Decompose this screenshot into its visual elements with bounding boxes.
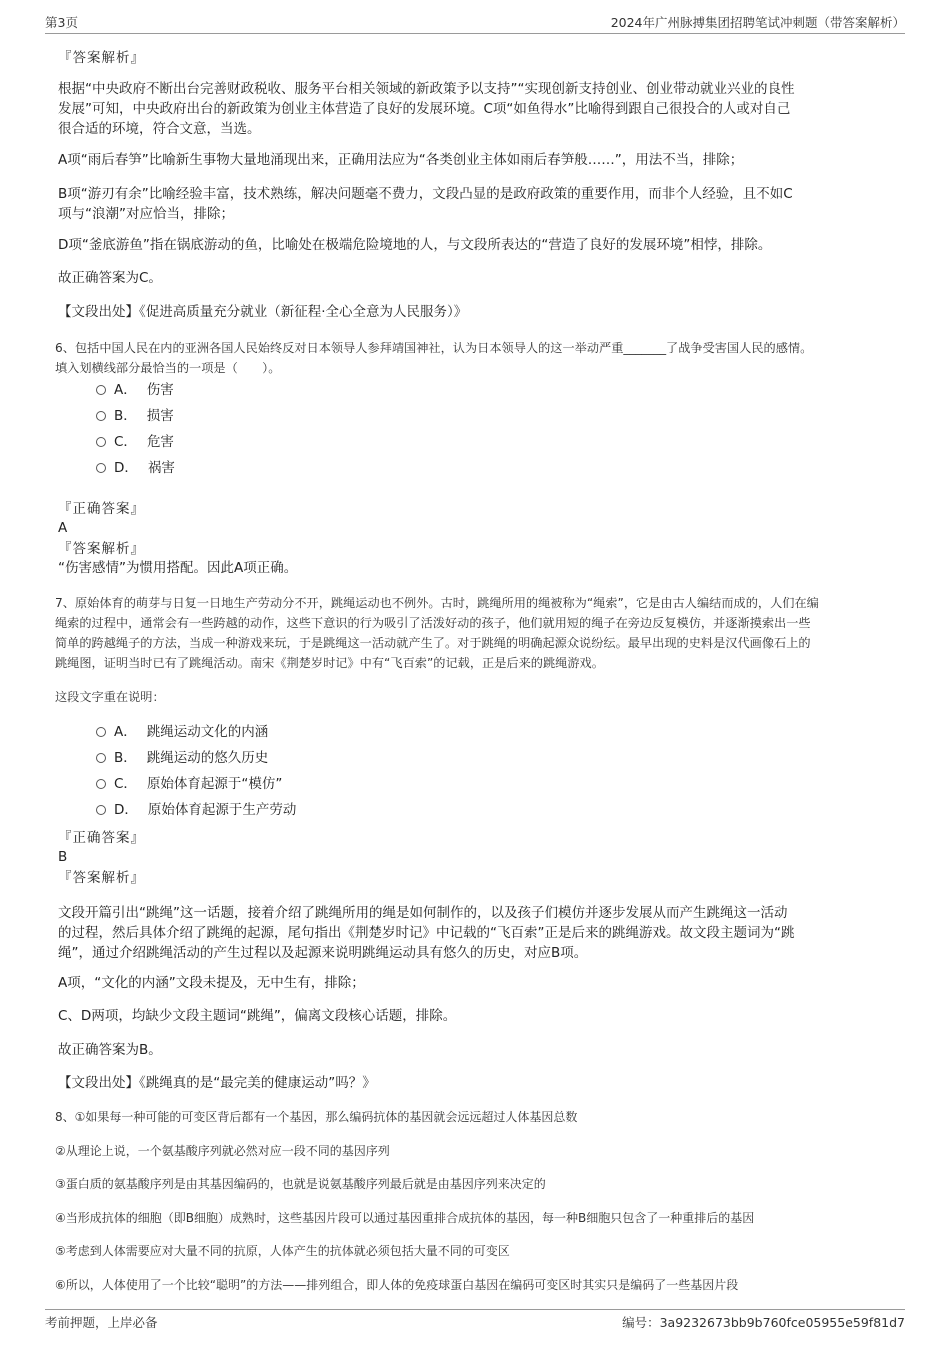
radio-icon[interactable] — [96, 411, 106, 421]
q7-source: 【文段出处】《跳绳真的是“最完美的健康运动”吗？》 — [58, 1075, 376, 1091]
q7-answer: B — [58, 849, 68, 865]
q5-analysis-para: 根据“中央政府不断出台完善财政税收、服务平台相关领域的新政策予以支持”“实现创新支持创业、创业带动就业兴业的良性 发展”可知，中央政府出台的新政策为创业主体营造了良好的发展环境。C项“如鱼得水”比喻得到跟自己很投合的人或对自己 很合适的环境，符合文意，当选。 — [58, 81, 795, 137]
page-number: 第3页 — [45, 15, 78, 30]
radio-icon[interactable] — [96, 753, 106, 763]
q8-sentence-1: 8、①如果每一种可能的可变区背后都有一个基因，那么编码抗体的基因就会远远超过人体基因总数 — [55, 1110, 578, 1124]
q6-option-a[interactable]: A． 伤害 — [96, 381, 174, 399]
q7-question: 这段文字重在说明： — [55, 690, 165, 704]
q6-option-d[interactable]: D． 祸害 — [96, 459, 175, 477]
q7-analysis-label: 『答案解析』 — [58, 870, 145, 886]
q5-analysis-label: 『答案解析』 — [58, 50, 145, 66]
footer-rule — [45, 1309, 905, 1310]
q6-stem: 6、包括中国人民在内的亚洲各国人民始终反对日本领导人参拜靖国神社，认为日本领导人的这一举动严重_______了战争受害国人民的感情。 填入划横线部分最恰当的一项是（ ）。 — [55, 341, 813, 375]
radio-icon[interactable] — [96, 779, 106, 789]
q8-sentence-5: ⑤考虑到人体需要应对大量不同的抗原，人体产生的抗体就必须包括大量不同的可变区 — [55, 1244, 510, 1258]
footer-slogan: 考前押题，上岸必备 — [45, 1315, 158, 1330]
radio-icon[interactable] — [96, 805, 106, 815]
q5-option-d-note: D项“釜底游鱼”指在锅底游动的鱼，比喻处在极端危险境地的人，与文段所表达的“营造了良好的发展环境”相悖，排除。 — [58, 237, 772, 253]
q8-sentence-6: ⑥所以，人体使用了一个比较“聪明”的方法——排列组合，即人体的免疫球蛋白基因在编码可变区时其实只是编码了一些基因片段 — [55, 1278, 739, 1292]
q8-sentence-3: ③蛋白质的氨基酸序列是由其基因编码的，也就是说氨基酸序列最后就是由基因序列来决定的 — [55, 1177, 546, 1191]
q7-stem: 7、原始体育的萌芽与日复一日地生产劳动分不开，跳绳运动也不例外。古时，跳绳所用的绳被称为“绳索”，它是由古人编结而成的，人们在编 绳索的过程中，通常会有一些跨越的动作，这些下意识的行为吸引了活泼好动的孩子，他们就用短的绳子在旁边反复模仿，并逐渐摸索出一些 简单的跨越绳子的方法，当成一种游戏来玩，于是跳绳这一活动就产生了。对于跳绳的明确起源众说纷纭。最早出现的史料是汉代画像石上的 跳绳图，证明当时已有了跳绳活动。南宋《荆楚岁时记》中有“飞百索”的记载，正是后来的跳绳游戏。 — [55, 596, 819, 670]
radio-icon[interactable] — [96, 437, 106, 447]
q7-conclusion: 故正确答案为B。 — [58, 1042, 162, 1058]
document-code: 编号：3a9232673bb9b760fce05955e59f81d7 — [622, 1315, 905, 1330]
q7-option-a[interactable]: A． 跳绳运动文化的内涵 — [96, 723, 268, 741]
radio-icon[interactable] — [96, 727, 106, 737]
q7-option-b[interactable]: B． 跳绳运动的悠久历史 — [96, 749, 268, 767]
radio-icon[interactable] — [96, 463, 106, 473]
q5-option-a-note: A项“雨后春笋”比喻新生事物大量地涌现出来，正确用法应为“各类创业主体如雨后春笋般……”，用法不当，排除； — [58, 152, 744, 168]
q7-answer-label: 『正确答案』 — [58, 830, 145, 846]
q7-option-a-note: A项，“文化的内涵”文段未提及，无中生有，排除； — [58, 975, 365, 991]
q7-analysis-para: 文段开篇引出“跳绳”这一话题，接着介绍了跳绳所用的绳是如何制作的，以及孩子们模仿并逐步发展从而产生跳绳这一活动 的过程，然后具体介绍了跳绳的起源，尾句指出《荆楚岁时记》中记载的“飞百索”正是后来的跳绳游戏。故文段主题词为“跳 绳”，通过介绍跳绳活动的产生过程以及起源来说明跳绳运动具有悠久的历史，对应B项。 — [58, 905, 795, 961]
q7-option-d[interactable]: D． 原始体育起源于生产劳动 — [96, 801, 296, 819]
q6-option-c[interactable]: C． 危害 — [96, 433, 174, 451]
header-rule — [45, 33, 905, 34]
q6-analysis-label: 『答案解析』 — [58, 541, 145, 557]
q5-conclusion: 故正确答案为C。 — [58, 270, 162, 286]
q6-analysis: “伤害感情”为惯用搭配。因此A项正确。 — [58, 560, 298, 576]
q5-option-b-note: B项“游刃有余”比喻经验丰富，技术熟练，解决问题毫不费力，文段凸显的是政府政策的重要作用，而非个人经验，且不如C 项与“浪潮”对应恰当，排除； — [58, 186, 793, 222]
q7-option-c[interactable]: C． 原始体育起源于“模仿” — [96, 775, 282, 793]
q8-sentence-4: ④当形成抗体的细胞（即B细胞）成熟时，这些基因片段可以通过基因重排合成抗体的基因，每一种B细胞只包含了一种重排后的基因 — [55, 1211, 755, 1225]
q7-option-cd-note: C、D两项，均缺少文段主题词“跳绳”，偏离文段核心话题，排除。 — [58, 1008, 457, 1024]
q8-sentence-2: ②从理论上说，一个氨基酸序列就必然对应一段不同的基因序列 — [55, 1144, 390, 1158]
q6-answer: A — [58, 520, 68, 536]
document-title: 2024年广州脉搏集团招聘笔试冲刺题（带答案解析） — [610, 15, 905, 30]
q6-option-b[interactable]: B． 损害 — [96, 407, 174, 425]
q5-source: 【文段出处】《促进高质量充分就业（新征程·全心全意为人民服务）》 — [58, 304, 468, 320]
radio-icon[interactable] — [96, 385, 106, 395]
q6-answer-label: 『正确答案』 — [58, 501, 145, 517]
